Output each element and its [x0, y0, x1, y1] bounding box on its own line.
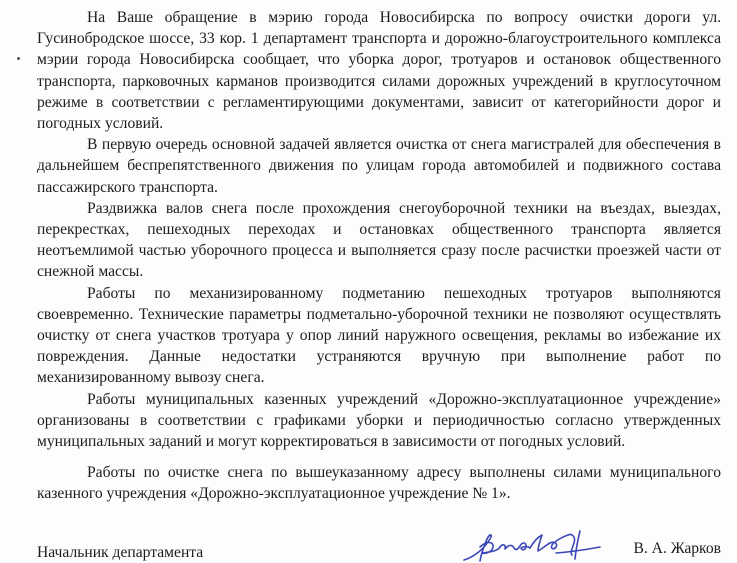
paragraph-address-done: Работы по очистке снега по вышеуказанному адресу выполнены силами муниципального казенного учреждения «Дорожно-эксплуатационное учреждение № 1».	[37, 464, 721, 503]
signer-title: Начальник департамента	[37, 544, 204, 561]
paragraph-request-reply: На Ваше обращение в мэрию города Новосибирска по вопросу очистки дороги ул. Гусинобродское шоссе, 33 кор. 1 департамент транспорта и дорожно-благоустроительного комплекса мэрии города Новосибирска сообщает, что уборка дорог, тротуаров и остановок общественного транспорта, парковочных карманов производится силами дорожных учреждений в круглосуточном режиме в соответствии с регламентирующими документами, зависит от категорийности дорог и погодных условий.	[37, 9, 721, 133]
paragraph-sidewalks: Работы по механизированному подметанию пешеходных тротуаров выполняются своевременно. Технические параметры подметально-уборочной техники не позволяют осуществлять очистку от снега участков тротуара у опор линий наружного освещения, рекламы во избежание их повреждения. Данные недостатки устраняются вручную при выполнение работ по механизированному вывозу снега.	[37, 284, 721, 387]
signature-block	[37, 538, 721, 562]
margin-mark	[17, 57, 20, 60]
handwritten-signature	[460, 527, 610, 563]
paragraph-snow-banks: Раздвижка валов снега после прохождения снегоуборочной техники на въездах, выездах, перекрестках, пешеходных переходах и остановках общественного транспорта является неотъемлимой частью уборочного процесса и выполняется сразу после расчистки проезжей части от снежной массы.	[37, 199, 721, 281]
paragraph-priority: В первую очередь основной задачей является очистка от снега магистралей для обеспечения в дальнейшем беспрепятственного движения по улицам города автомобилей и подвижного состава пассажирского транспорта.	[37, 136, 721, 196]
letter-body	[37, 7, 721, 505]
signer-name: В. А. Жарков	[633, 540, 721, 557]
paragraph-institutions: Работы муниципальных казенных учреждений «Дорожно-эксплуатационное учреждение» организованы в соответствии с графиками уборки и периодичностью согласно утвержденных муниципальных заданий и могут корректироваться в зависимости от погодных условий.	[37, 390, 721, 451]
